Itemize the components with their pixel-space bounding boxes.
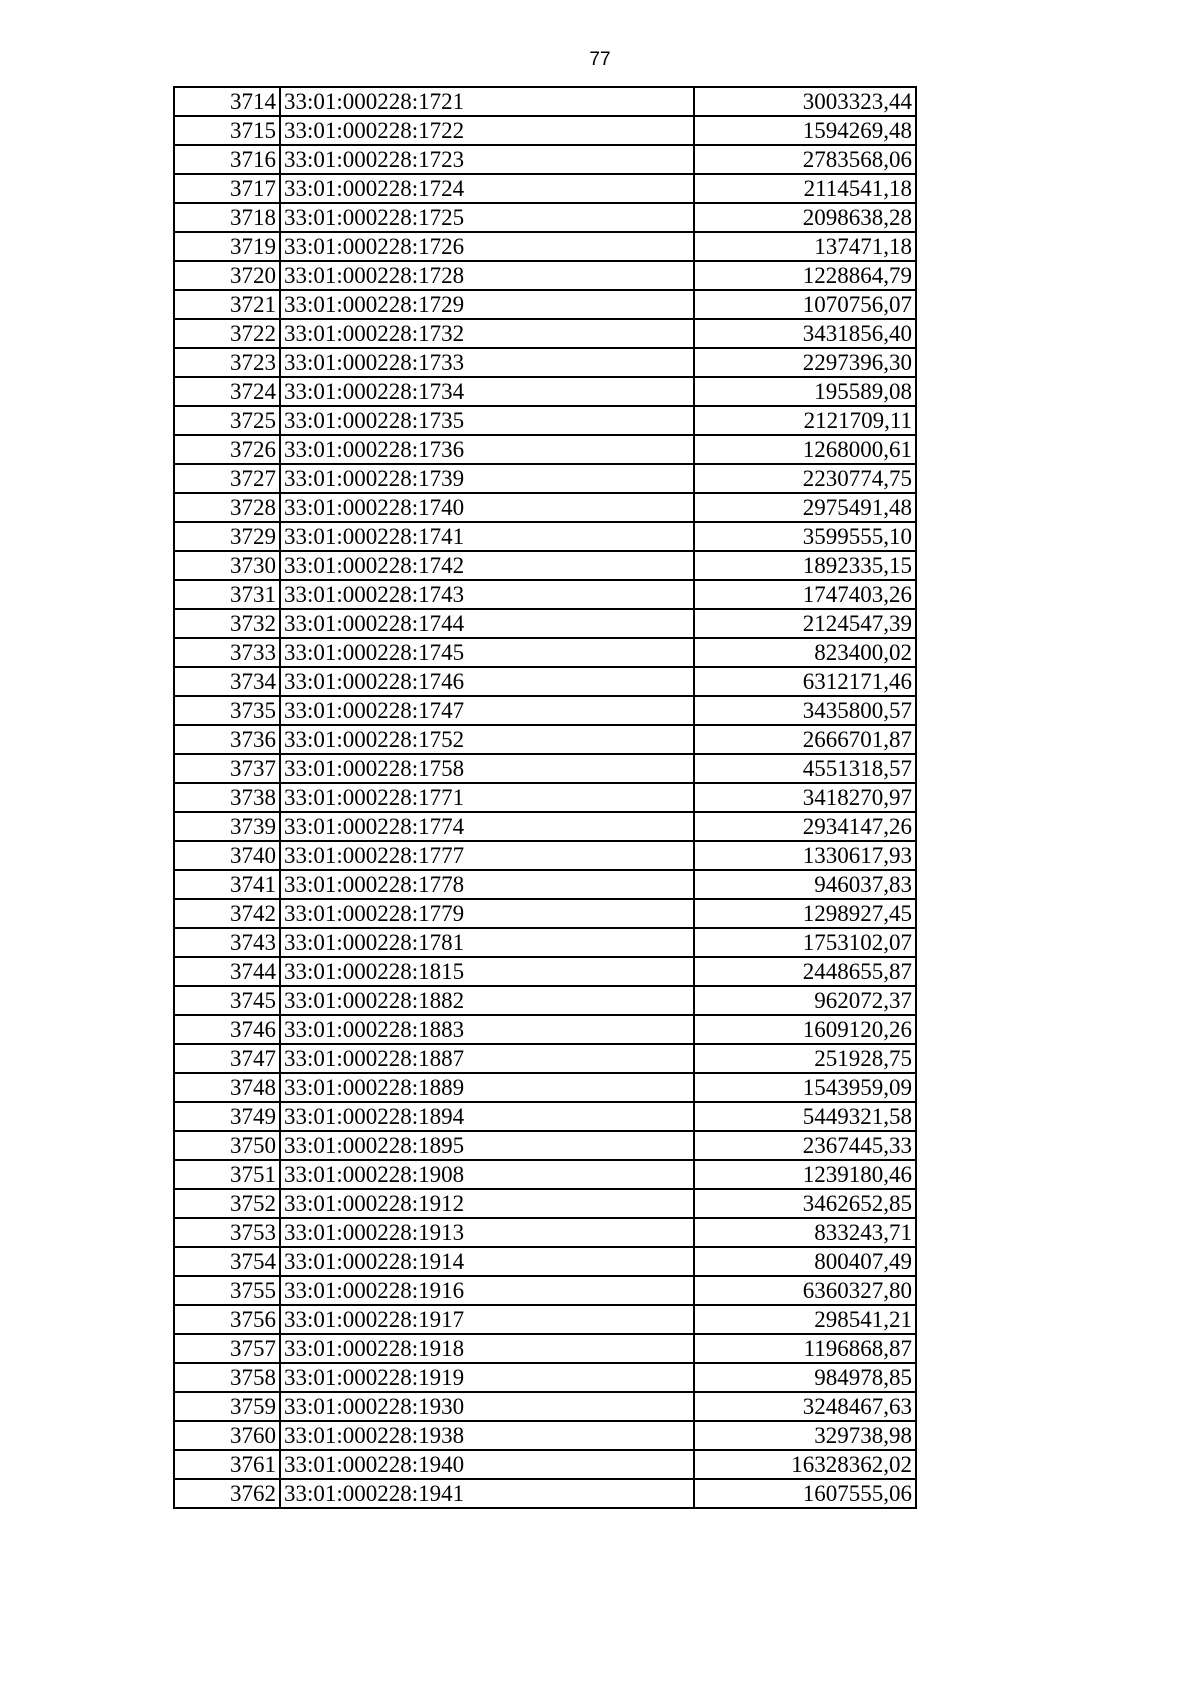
row-number-cell: 3716	[174, 145, 280, 174]
cadastral-value-cell: 3003323,44	[694, 87, 916, 116]
cadastral-number-cell: 33:01:000228:1895	[280, 1131, 694, 1160]
cadastral-value-cell: 2367445,33	[694, 1131, 916, 1160]
table-body	[174, 87, 916, 1508]
table-row	[174, 812, 916, 841]
row-number-cell: 3718	[174, 203, 280, 232]
cadastral-value-cell: 1594269,48	[694, 116, 916, 145]
cadastral-value-cell: 1543959,09	[694, 1073, 916, 1102]
table-row	[174, 638, 916, 667]
cadastral-value-cell: 298541,21	[694, 1305, 916, 1334]
table-row	[174, 232, 916, 261]
cadastral-value-cell: 1747403,26	[694, 580, 916, 609]
cadastral-value-cell: 251928,75	[694, 1044, 916, 1073]
table-row	[174, 754, 916, 783]
cadastral-number-cell: 33:01:000228:1771	[280, 783, 694, 812]
table-row	[174, 1305, 916, 1334]
cadastral-value-cell: 5449321,58	[694, 1102, 916, 1131]
page-number: 77	[589, 49, 611, 70]
table-row	[174, 1421, 916, 1450]
cadastral-value-cell: 3431856,40	[694, 319, 916, 348]
row-number-cell: 3741	[174, 870, 280, 899]
cadastral-number-cell: 33:01:000228:1740	[280, 493, 694, 522]
row-number-cell: 3755	[174, 1276, 280, 1305]
cadastral-value-cell: 1298927,45	[694, 899, 916, 928]
row-number-cell: 3738	[174, 783, 280, 812]
cadastral-value-cell: 3462652,85	[694, 1189, 916, 1218]
cadastral-number-cell: 33:01:000228:1916	[280, 1276, 694, 1305]
cadastral-number-cell: 33:01:000228:1930	[280, 1392, 694, 1421]
cadastral-value-cell: 962072,37	[694, 986, 916, 1015]
row-number-cell: 3728	[174, 493, 280, 522]
row-number-cell: 3722	[174, 319, 280, 348]
cadastral-value-cell: 2114541,18	[694, 174, 916, 203]
row-number-cell: 3737	[174, 754, 280, 783]
cadastral-number-cell: 33:01:000228:1938	[280, 1421, 694, 1450]
table-row	[174, 261, 916, 290]
table-row	[174, 435, 916, 464]
row-number-cell: 3762	[174, 1479, 280, 1508]
row-number-cell: 3760	[174, 1421, 280, 1450]
cadastral-value-cell: 195589,08	[694, 377, 916, 406]
table-row	[174, 116, 916, 145]
row-number-cell: 3714	[174, 87, 280, 116]
cadastral-number-cell: 33:01:000228:1729	[280, 290, 694, 319]
row-number-cell: 3746	[174, 1015, 280, 1044]
cadastral-value-table	[173, 86, 917, 1509]
cadastral-number-cell: 33:01:000228:1758	[280, 754, 694, 783]
row-number-cell: 3715	[174, 116, 280, 145]
table-row	[174, 783, 916, 812]
row-number-cell: 3721	[174, 290, 280, 319]
cadastral-number-cell: 33:01:000228:1887	[280, 1044, 694, 1073]
cadastral-value-cell: 3435800,57	[694, 696, 916, 725]
row-number-cell: 3725	[174, 406, 280, 435]
row-number-cell: 3754	[174, 1247, 280, 1276]
cadastral-value-cell: 1239180,46	[694, 1160, 916, 1189]
cadastral-value-cell: 2297396,30	[694, 348, 916, 377]
row-number-cell: 3743	[174, 928, 280, 957]
cadastral-number-cell: 33:01:000228:1752	[280, 725, 694, 754]
table-row	[174, 696, 916, 725]
row-number-cell: 3724	[174, 377, 280, 406]
cadastral-value-cell: 2975491,48	[694, 493, 916, 522]
cadastral-value-cell: 6360327,80	[694, 1276, 916, 1305]
cadastral-value-cell: 1268000,61	[694, 435, 916, 464]
cadastral-value-cell: 823400,02	[694, 638, 916, 667]
row-number-cell: 3744	[174, 957, 280, 986]
cadastral-number-cell: 33:01:000228:1883	[280, 1015, 694, 1044]
table-row	[174, 986, 916, 1015]
table-row	[174, 667, 916, 696]
table-row	[174, 464, 916, 493]
row-number-cell: 3731	[174, 580, 280, 609]
table-row	[174, 1015, 916, 1044]
table-row	[174, 174, 916, 203]
cadastral-value-cell: 2783568,06	[694, 145, 916, 174]
cadastral-number-cell: 33:01:000228:1894	[280, 1102, 694, 1131]
cadastral-value-cell: 1609120,26	[694, 1015, 916, 1044]
cadastral-value-cell: 1196868,87	[694, 1334, 916, 1363]
table-row	[174, 609, 916, 638]
cadastral-number-cell: 33:01:000228:1917	[280, 1305, 694, 1334]
cadastral-number-cell: 33:01:000228:1739	[280, 464, 694, 493]
cadastral-number-cell: 33:01:000228:1889	[280, 1073, 694, 1102]
cadastral-value-cell: 329738,98	[694, 1421, 916, 1450]
row-number-cell: 3747	[174, 1044, 280, 1073]
cadastral-number-cell: 33:01:000228:1726	[280, 232, 694, 261]
cadastral-number-cell: 33:01:000228:1734	[280, 377, 694, 406]
row-number-cell: 3756	[174, 1305, 280, 1334]
cadastral-number-cell: 33:01:000228:1912	[280, 1189, 694, 1218]
table-row	[174, 290, 916, 319]
cadastral-value-cell: 984978,85	[694, 1363, 916, 1392]
cadastral-number-cell: 33:01:000228:1941	[280, 1479, 694, 1508]
cadastral-number-cell: 33:01:000228:1736	[280, 435, 694, 464]
cadastral-number-cell: 33:01:000228:1777	[280, 841, 694, 870]
table-row	[174, 1102, 916, 1131]
cadastral-number-cell: 33:01:000228:1745	[280, 638, 694, 667]
row-number-cell: 3717	[174, 174, 280, 203]
row-number-cell: 3750	[174, 1131, 280, 1160]
cadastral-value-cell: 2666701,87	[694, 725, 916, 754]
table-row	[174, 1160, 916, 1189]
table-row	[174, 522, 916, 551]
cadastral-number-cell: 33:01:000228:1741	[280, 522, 694, 551]
table-row	[174, 348, 916, 377]
row-number-cell: 3753	[174, 1218, 280, 1247]
table-row	[174, 1044, 916, 1073]
row-number-cell: 3735	[174, 696, 280, 725]
row-number-cell: 3739	[174, 812, 280, 841]
cadastral-value-cell: 2124547,39	[694, 609, 916, 638]
cadastral-value-cell: 3248467,63	[694, 1392, 916, 1421]
cadastral-number-cell: 33:01:000228:1723	[280, 145, 694, 174]
cadastral-value-cell: 833243,71	[694, 1218, 916, 1247]
row-number-cell: 3748	[174, 1073, 280, 1102]
cadastral-number-cell: 33:01:000228:1908	[280, 1160, 694, 1189]
cadastral-value-cell: 946037,83	[694, 870, 916, 899]
row-number-cell: 3723	[174, 348, 280, 377]
cadastral-number-cell: 33:01:000228:1919	[280, 1363, 694, 1392]
cadastral-value-cell: 4551318,57	[694, 754, 916, 783]
cadastral-number-cell: 33:01:000228:1735	[280, 406, 694, 435]
row-number-cell: 3740	[174, 841, 280, 870]
cadastral-value-cell: 1607555,06	[694, 1479, 916, 1508]
table-row	[174, 203, 916, 232]
row-number-cell: 3759	[174, 1392, 280, 1421]
row-number-cell: 3758	[174, 1363, 280, 1392]
table-row	[174, 841, 916, 870]
table-row	[174, 145, 916, 174]
table-row	[174, 957, 916, 986]
cadastral-value-cell: 3599555,10	[694, 522, 916, 551]
row-number-cell: 3736	[174, 725, 280, 754]
cadastral-number-cell: 33:01:000228:1815	[280, 957, 694, 986]
cadastral-number-cell: 33:01:000228:1746	[280, 667, 694, 696]
row-number-cell: 3726	[174, 435, 280, 464]
table-row	[174, 1450, 916, 1479]
cadastral-number-cell: 33:01:000228:1728	[280, 261, 694, 290]
row-number-cell: 3733	[174, 638, 280, 667]
cadastral-number-cell: 33:01:000228:1747	[280, 696, 694, 725]
cadastral-number-cell: 33:01:000228:1721	[280, 87, 694, 116]
table-row	[174, 406, 916, 435]
row-number-cell: 3757	[174, 1334, 280, 1363]
table-row	[174, 870, 916, 899]
table-row	[174, 319, 916, 348]
row-number-cell: 3745	[174, 986, 280, 1015]
table-row	[174, 580, 916, 609]
cadastral-number-cell: 33:01:000228:1940	[280, 1450, 694, 1479]
table-row	[174, 1479, 916, 1508]
cadastral-number-cell: 33:01:000228:1722	[280, 116, 694, 145]
row-number-cell: 3732	[174, 609, 280, 638]
cadastral-value-cell: 6312171,46	[694, 667, 916, 696]
table-row	[174, 87, 916, 116]
cadastral-number-cell: 33:01:000228:1732	[280, 319, 694, 348]
cadastral-value-cell: 2098638,28	[694, 203, 916, 232]
table-row	[174, 928, 916, 957]
cadastral-value-cell: 137471,18	[694, 232, 916, 261]
cadastral-value-cell: 1228864,79	[694, 261, 916, 290]
cadastral-number-cell: 33:01:000228:1779	[280, 899, 694, 928]
table-row	[174, 1189, 916, 1218]
cadastral-value-cell: 2448655,87	[694, 957, 916, 986]
table-row	[174, 899, 916, 928]
cadastral-number-cell: 33:01:000228:1724	[280, 174, 694, 203]
cadastral-value-cell: 2121709,11	[694, 406, 916, 435]
cadastral-number-cell: 33:01:000228:1774	[280, 812, 694, 841]
cadastral-number-cell: 33:01:000228:1744	[280, 609, 694, 638]
cadastral-number-cell: 33:01:000228:1918	[280, 1334, 694, 1363]
row-number-cell: 3751	[174, 1160, 280, 1189]
cadastral-number-cell: 33:01:000228:1778	[280, 870, 694, 899]
cadastral-number-cell: 33:01:000228:1725	[280, 203, 694, 232]
row-number-cell: 3719	[174, 232, 280, 261]
row-number-cell: 3761	[174, 1450, 280, 1479]
cadastral-value-cell: 16328362,02	[694, 1450, 916, 1479]
table-row	[174, 1392, 916, 1421]
cadastral-value-cell: 1892335,15	[694, 551, 916, 580]
cadastral-number-cell: 33:01:000228:1781	[280, 928, 694, 957]
table-row	[174, 725, 916, 754]
table-row	[174, 1363, 916, 1392]
cadastral-number-cell: 33:01:000228:1914	[280, 1247, 694, 1276]
cadastral-value-cell: 800407,49	[694, 1247, 916, 1276]
row-number-cell: 3734	[174, 667, 280, 696]
table-row	[174, 1334, 916, 1363]
table-row	[174, 551, 916, 580]
cadastral-number-cell: 33:01:000228:1913	[280, 1218, 694, 1247]
table-row	[174, 1247, 916, 1276]
row-number-cell: 3752	[174, 1189, 280, 1218]
table-row	[174, 1073, 916, 1102]
table-row	[174, 493, 916, 522]
table-row	[174, 1276, 916, 1305]
cadastral-number-cell: 33:01:000228:1742	[280, 551, 694, 580]
cadastral-value-cell: 2934147,26	[694, 812, 916, 841]
cadastral-value-cell: 1330617,93	[694, 841, 916, 870]
row-number-cell: 3730	[174, 551, 280, 580]
cadastral-number-cell: 33:01:000228:1743	[280, 580, 694, 609]
cadastral-value-cell: 1753102,07	[694, 928, 916, 957]
row-number-cell: 3749	[174, 1102, 280, 1131]
table-row	[174, 1218, 916, 1247]
cadastral-number-cell: 33:01:000228:1882	[280, 986, 694, 1015]
cadastral-value-cell: 1070756,07	[694, 290, 916, 319]
row-number-cell: 3720	[174, 261, 280, 290]
cadastral-value-cell: 2230774,75	[694, 464, 916, 493]
table-row	[174, 1131, 916, 1160]
row-number-cell: 3727	[174, 464, 280, 493]
row-number-cell: 3742	[174, 899, 280, 928]
row-number-cell: 3729	[174, 522, 280, 551]
cadastral-number-cell: 33:01:000228:1733	[280, 348, 694, 377]
cadastral-value-cell: 3418270,97	[694, 783, 916, 812]
table-row	[174, 377, 916, 406]
